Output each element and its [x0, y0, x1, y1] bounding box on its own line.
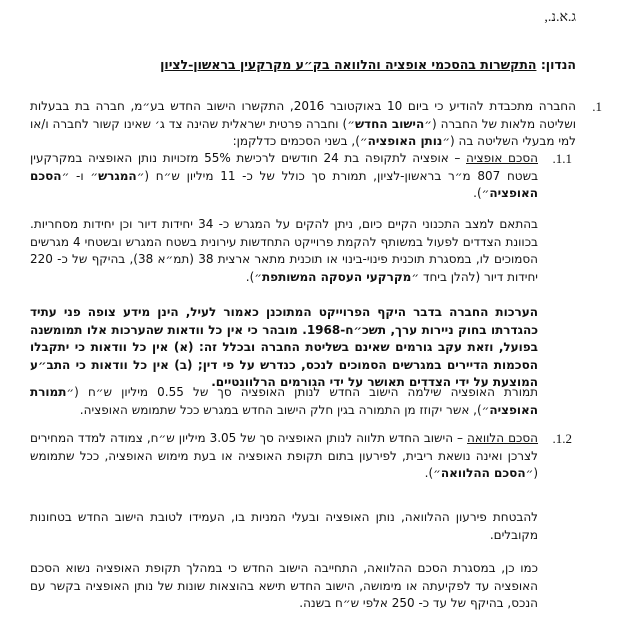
text: הערכות החברה בדבר היקף הפרוייקט המתוכנן כאמור לעיל, הינן מידע צופה פני עתיד כהגדרתו בחוק ניירות ערך, תשכ״ח-1968. מובהר כי אין כל וודאות שהערכות אלו תמומשנה בפועל, וזאת עקב גורמים שאינם בשליטת החברה ובכלל זה: (א) אין כל וודאות כי יתקבלו הסכמות הדיירים במגרשים הסמוכים לנכס, כנדרש על פי דין; (ב) אין כל וודאות כי התב״ע המוצעת על ידי הצדדים תאושר על ידי הגורמים הרלוונטיים. — [30, 305, 538, 389]
forward-looking-statement — [30, 304, 538, 392]
defined-term: הסכם ההלוואה — [440, 466, 526, 480]
text: ״), בשני הסכמים כדלקמן: — [232, 134, 368, 148]
text: ״), אשר יקוזז מן התמורה בגין חלק הישוב החדש במגרש ככל שתמומש האופציה. — [79, 402, 490, 417]
section-1-paragraph — [30, 98, 576, 151]
text: בהתאם למצב התכנוני הקיים כיום, ניתן להקים על המגרש כ- 34 יחידות דיור וכן יחידות מסחריות. בכוונת הצדדים לפעול במשותף להקמת פרוייקט התחדשות עירונית בשטח המגרש ובשטחי 4 מגרשים הסמוכים לו, במסגרת תוכנית פינוי-בינוי או תוכנית מתאר ארצית 38 (תמ״א 38), בהיקף של כ- 220 יחידות דיור (להלן ביחד ״ — [30, 217, 538, 284]
defined-term: המגרש — [98, 168, 137, 183]
text: להבטחת פירעון ההלוואה, נותן האופציה ובעלי המניות בו, העמידו לטובת הישוב החדש בטחונות מקובלים. — [30, 510, 538, 542]
subsection-1-2 — [30, 430, 572, 483]
defined-term: הסכם האופציה — [30, 168, 538, 200]
text: החברה מתכבדת להודיע כי ביום 10 באוקטובר 2016, התקשרו הישוב החדש בע״מ, חברה בת בבעלות ושליטה מלאות של החברה (״ — [30, 99, 576, 131]
defined-term: מקרקעי העסקה המשותפת — [261, 269, 412, 284]
text: ״). — [424, 466, 441, 480]
defined-term: הישוב החדש — [354, 116, 425, 131]
text: – אופציה לתקופה בת 24 חודשים לרכישת 55% מזכויות נותן האופציה במקרקעין בשטח 807 מ״ר בראשון-לציון, תמורת סך כולל של כ- 11 מיליון ש״ח (״ — [30, 151, 539, 183]
subject-label: הנדון: — [540, 57, 576, 72]
defined-term: נותן האופציה — [367, 134, 443, 148]
expenses-paragraph — [30, 560, 538, 613]
subsection-title: הסכם אופציה — [466, 151, 538, 165]
planning-paragraph — [30, 216, 538, 286]
subsection-1-1 — [30, 150, 572, 203]
section-number: 1. — [592, 99, 602, 114]
text: – הישוב החדש תלווה לנותן האופציה סך של 3.05 מיליון ש״ח, צמודה למדד המחירים לצרכן ואינה נושאת ריבית, לפירעון בתום תקופת האופציה או בעת מימוש האופציה, ככל שתמומש (״ — [30, 431, 538, 480]
defined-term: תמורת האופציה — [30, 385, 538, 417]
section-1 — [30, 98, 602, 151]
text: כמו כן, במסגרת הסכם ההלוואה, התחייבה הישוב החדש כי במהלך תקופת האופציה נשוא הסכם האופציה עד לפקיעתה או מימושה, הישוב החדש תישא בהוצאות שונות של נותן האופציה בקשר עם הנכס, בהיקף של עד כ- 250 אלפי ש״ח בשנה. — [30, 561, 538, 610]
subject-text: התקשרות בהסכמי אופציה והלוואה בק״ע מקרקעין בראשון-לציון — [160, 57, 537, 72]
subject-line — [160, 57, 576, 72]
subsection-title: הסכם הלוואה — [467, 431, 539, 445]
subsection-number: 1.2. — [552, 431, 572, 446]
text: תמורת האופציה שילמה הישוב החדש לנותן האופציה סך של 0.55 מיליון ש״ח (״ — [66, 385, 539, 399]
option-consideration-paragraph — [30, 384, 538, 419]
subsection-1-1-paragraph — [30, 150, 538, 203]
text: ״). — [473, 186, 490, 200]
addressee: ג.א.נ., — [544, 10, 576, 25]
text: ״). — [245, 269, 262, 284]
collateral-paragraph — [30, 509, 538, 544]
text: ״ ו- ״ — [61, 168, 99, 183]
subsection-number: 1.1. — [552, 151, 572, 166]
text: ״) וחברה פרטית ישראלית שהינה צד ג׳ שאינו קשור לחברה ו/או למי מבעלי השליטה בה (״ — [30, 116, 576, 148]
